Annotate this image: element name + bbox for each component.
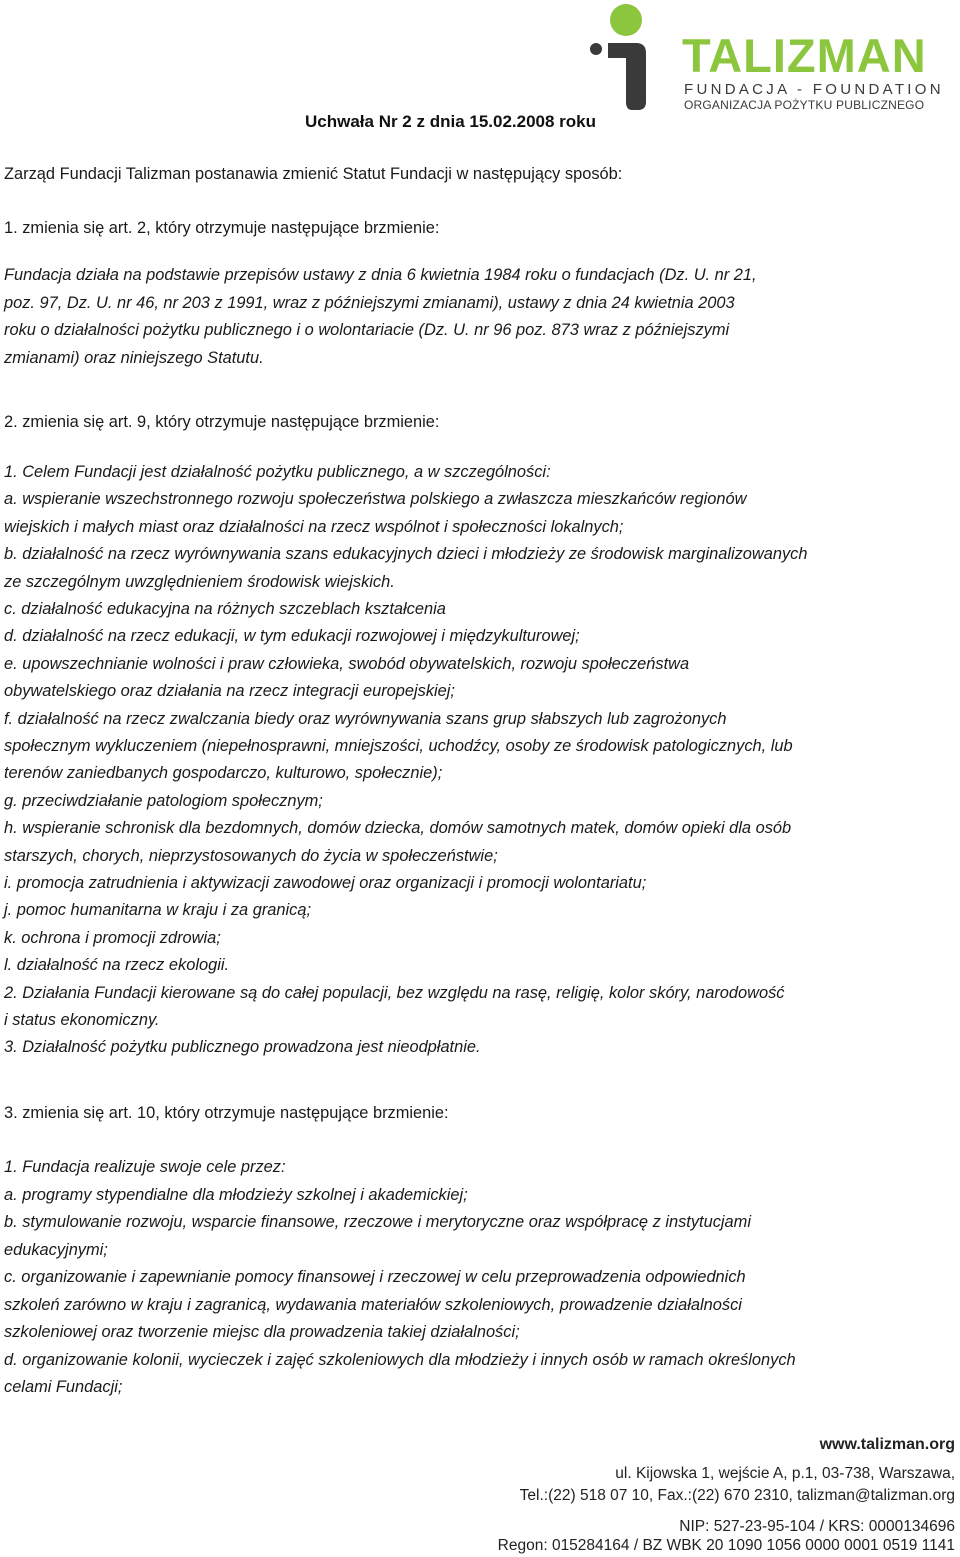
s3-line: c. organizowanie i zapewnianie pomocy finansowej i rzeczowej w celu przeprowadzenia odpowiednich bbox=[4, 1268, 746, 1286]
s2-line: g. przeciwdziałanie patologiom społecznym; bbox=[4, 791, 323, 810]
s1-line: roku o działalności pożytku publicznego i o wolontariacie (Dz. U. nr 96 poz. 873 wraz z późniejszymi bbox=[4, 321, 730, 339]
s2-line: d. działalność na rzecz edukacji, w tym edukacji rozwojowej i międzykulturowej; bbox=[4, 627, 580, 646]
s1-line: zmianami) oraz niniejszego Statutu. bbox=[4, 348, 264, 367]
s3-line: b. stymulowanie rozwoju, wsparcie finansowe, rzeczowe i merytoryczne oraz współpracę z instytucjami bbox=[4, 1213, 751, 1231]
s2-line: ze szczególnym uwzględnieniem środowisk wiejskich. bbox=[4, 572, 395, 591]
s2-line: terenów zaniedbanych gospodarczo, kulturowo, społecznie); bbox=[4, 764, 443, 783]
footer-nip-krs: NIP: 527-23-95-104 / KRS: 0000134696 bbox=[679, 1518, 955, 1535]
s2-line: 1. Celem Fundacji jest działalność pożytku publicznego, a w szczególności: bbox=[4, 463, 551, 481]
talizman-logo bbox=[588, 2, 958, 114]
s3-line: szkoleń zarówno w kraju i zagranicą, wydawania materiałów szkoleniowych, prowadzenie działalności bbox=[4, 1295, 742, 1314]
s3-line: edukacyjnymi; bbox=[4, 1240, 108, 1259]
section-2-heading: 2. zmienia się art. 9, który otrzymuje następujące brzmienie: bbox=[4, 413, 440, 431]
footer-address: ul. Kijowska 1, wejście A, p.1, 03-738, Warszawa, bbox=[615, 1465, 955, 1482]
s2-line: 2. Działania Fundacji kierowane są do całej populacji, bez względu na rasę, religię, kolor skóry, narodowość bbox=[4, 983, 785, 1002]
footer-website: www.talizman.org bbox=[819, 1436, 955, 1453]
s2-line: f. działalność na rzecz zwalczania biedy oraz wyrównywania szans grup słabszych lub zagrożonych bbox=[4, 709, 727, 728]
s1-line: Fundacja działa na podstawie przepisów ustawy z dnia 6 kwietnia 1984 roku o fundacjach (Dz. U. nr 21, bbox=[4, 266, 757, 284]
footer-regon-bank: Regon: 015284164 / BZ WBK 20 1090 1056 0000 0001 0519 1141 bbox=[497, 1537, 955, 1554]
s3-line: celami Fundacji; bbox=[4, 1378, 123, 1396]
logo-tagline: FUNDACJA - FOUNDATION bbox=[684, 81, 944, 98]
s1-line: poz. 97, Dz. U. nr 46, nr 203 z 1991, wraz z późniejszymi zmianami), ustawy z dnia 24 kwietnia 2003 bbox=[4, 293, 735, 312]
s2-line: c. działalność edukacyjna na różnych szczeblach kształcenia bbox=[4, 600, 446, 618]
s2-line: a. wspieranie wszechstronnego rozwoju społeczeństwa polskiego a zwłaszcza mieszkańców regionów bbox=[4, 490, 747, 509]
s2-line: b. działalność na rzecz wyrównywania szans edukacyjnych dzieci i młodzieży ze środowisk marginalizowanych bbox=[4, 545, 808, 564]
section-3-heading: 3. zmienia się art. 10, który otrzymuje następujące brzmienie: bbox=[4, 1104, 449, 1122]
s2-line: obywatelskiego oraz działania na rzecz integracji europejskiej; bbox=[4, 682, 455, 701]
s2-line: starszych, chorych, nieprzystosowanych do życia w społeczeństwie; bbox=[4, 846, 498, 865]
s2-line: k. ochrona i promocji zdrowia; bbox=[4, 928, 221, 947]
s3-line: 1. Fundacja realizuje swoje cele przez: bbox=[4, 1158, 286, 1176]
s2-line: i. promocja zatrudnienia i aktywizacji zawodowej oraz organizacji i promocji wolontariatu; bbox=[4, 874, 647, 892]
footer-contact: Tel.:(22) 518 07 10, Fax.:(22) 670 2310, talizman@talizman.org bbox=[519, 1487, 955, 1504]
document-title: Uchwała Nr 2 z dnia 15.02.2008 roku bbox=[305, 112, 597, 131]
s2-line: społecznym wykluczeniem (niepełnosprawni, mniejszości, uchodźcy, osoby ze środowisk patologicznych, lub bbox=[4, 737, 793, 755]
s2-line: e. upowszechnianie wolności i praw człowieka, swobód obywatelskich, rozwoju społeczeństwa bbox=[4, 654, 690, 673]
s3-line: d. organizowanie kolonii, wycieczek i zajęć szkoleniowych dla młodzieży i innych osób w ramach określonych bbox=[4, 1350, 796, 1369]
s2-line: i status ekonomiczny. bbox=[4, 1011, 160, 1029]
s2-line: wiejskich i małych miast oraz działalności na rzecz wspólnot i społeczności lokalnych; bbox=[4, 517, 624, 536]
intro-paragraph: Zarząd Fundacji Talizman postanawia zmienić Statut Fundacji w następujący sposób: bbox=[4, 165, 623, 183]
s2-line: 3. Działalność pożytku publicznego prowadzona jest nieodpłatnie. bbox=[4, 1038, 481, 1057]
s2-line: l. działalność na rzecz ekologii. bbox=[4, 956, 230, 975]
logo-brand-name: TALIZMAN bbox=[682, 29, 927, 82]
s2-line: j. pomoc humanitarna w kraju i za granicą; bbox=[4, 901, 312, 920]
s2-line: h. wspieranie schronisk dla bezdomnych, domów dziecka, domów samotnych matek, domów opieki dla osób bbox=[4, 819, 792, 838]
logo-subtitle: ORGANIZACJA POŻYTKU PUBLICZNEGO bbox=[684, 98, 925, 112]
s3-line: a. programy stypendialne dla młodzieży szkolnej i akademickiej; bbox=[4, 1185, 468, 1204]
section-1-heading: 1. zmienia się art. 2, który otrzymuje następujące brzmienie: bbox=[4, 219, 440, 237]
logo-mark-icon bbox=[588, 2, 678, 112]
s3-line: szkoleniowej oraz tworzenie miejsc dla prowadzenia takiej działalności; bbox=[4, 1323, 520, 1341]
